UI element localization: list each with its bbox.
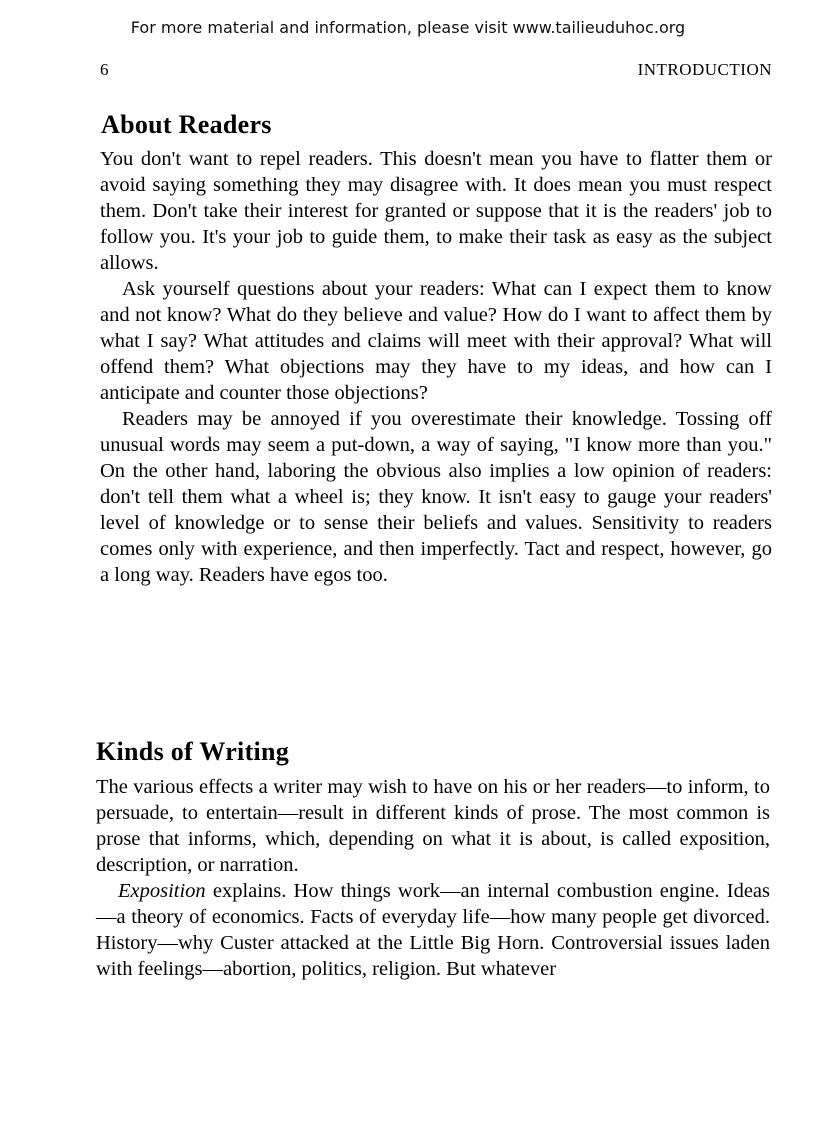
paragraph: Readers may be annoyed if you overestimate their knowledge. Tossing off unusual words may seem a put-down, a way of saying, "I know more than you." On the other hand, laboring the obvious also implies a low opinion of readers: don't tell them what a wheel is; they know. It isn't easy to gauge your readers' level of knowledge or to sense their beliefs and values. Sensitivity to readers comes only with experience, and then imperfectly. Tact and respect, however, go a long way. Readers have egos too. (100, 408, 772, 586)
term-exposition: Exposition (118, 880, 206, 902)
paragraph-exposition (96, 878, 770, 982)
page-number: 6 (100, 60, 109, 79)
section-heading-kinds-of-writing: Kinds of Writing (96, 737, 290, 766)
paragraph: Ask yourself questions about your readers: What can I expect them to know and not know? What do they believe and value? How do I want to affect them by what I say? What attitudes and claims will meet with their approval? What will offend them? What objections may they have to my ideas, and how can I anticipate and counter those objections? (100, 278, 772, 404)
paragraph: You don't want to repel readers. This doesn't mean you have to flatter them or avoid saying something they may disagree with. It does mean you must respect them. Don't take their interest for granted or suppose that it is the readers' job to follow you. It's your job to guide them, to make their task as easy as the subject allows. (100, 148, 772, 274)
paragraph-text: explains. How things work—an internal combustion engine. Ideas—a theory of economics. Facts of everyday life—how many people get divorced. History—why Custer attacked at the Little Big Horn. Controversial issues laden with feelings—abortion, politics, religion. But whatever (96, 880, 770, 980)
paragraph: The various effects a writer may wish to have on his or her readers—to inform, to persuade, to entertain—result in different kinds of prose. The most common is prose that informs, which, depending on what it is about, is called exposition, description, or narration. (96, 776, 770, 876)
section-body-kinds-of-writing (96, 774, 770, 982)
running-head-section: INTRODUCTION (637, 60, 772, 79)
section-heading-about-readers: About Readers (101, 110, 272, 139)
watermark-text: For more material and information, please visit www.tailieuduhoc.org (130, 18, 686, 37)
section-body-about-readers (100, 146, 772, 588)
